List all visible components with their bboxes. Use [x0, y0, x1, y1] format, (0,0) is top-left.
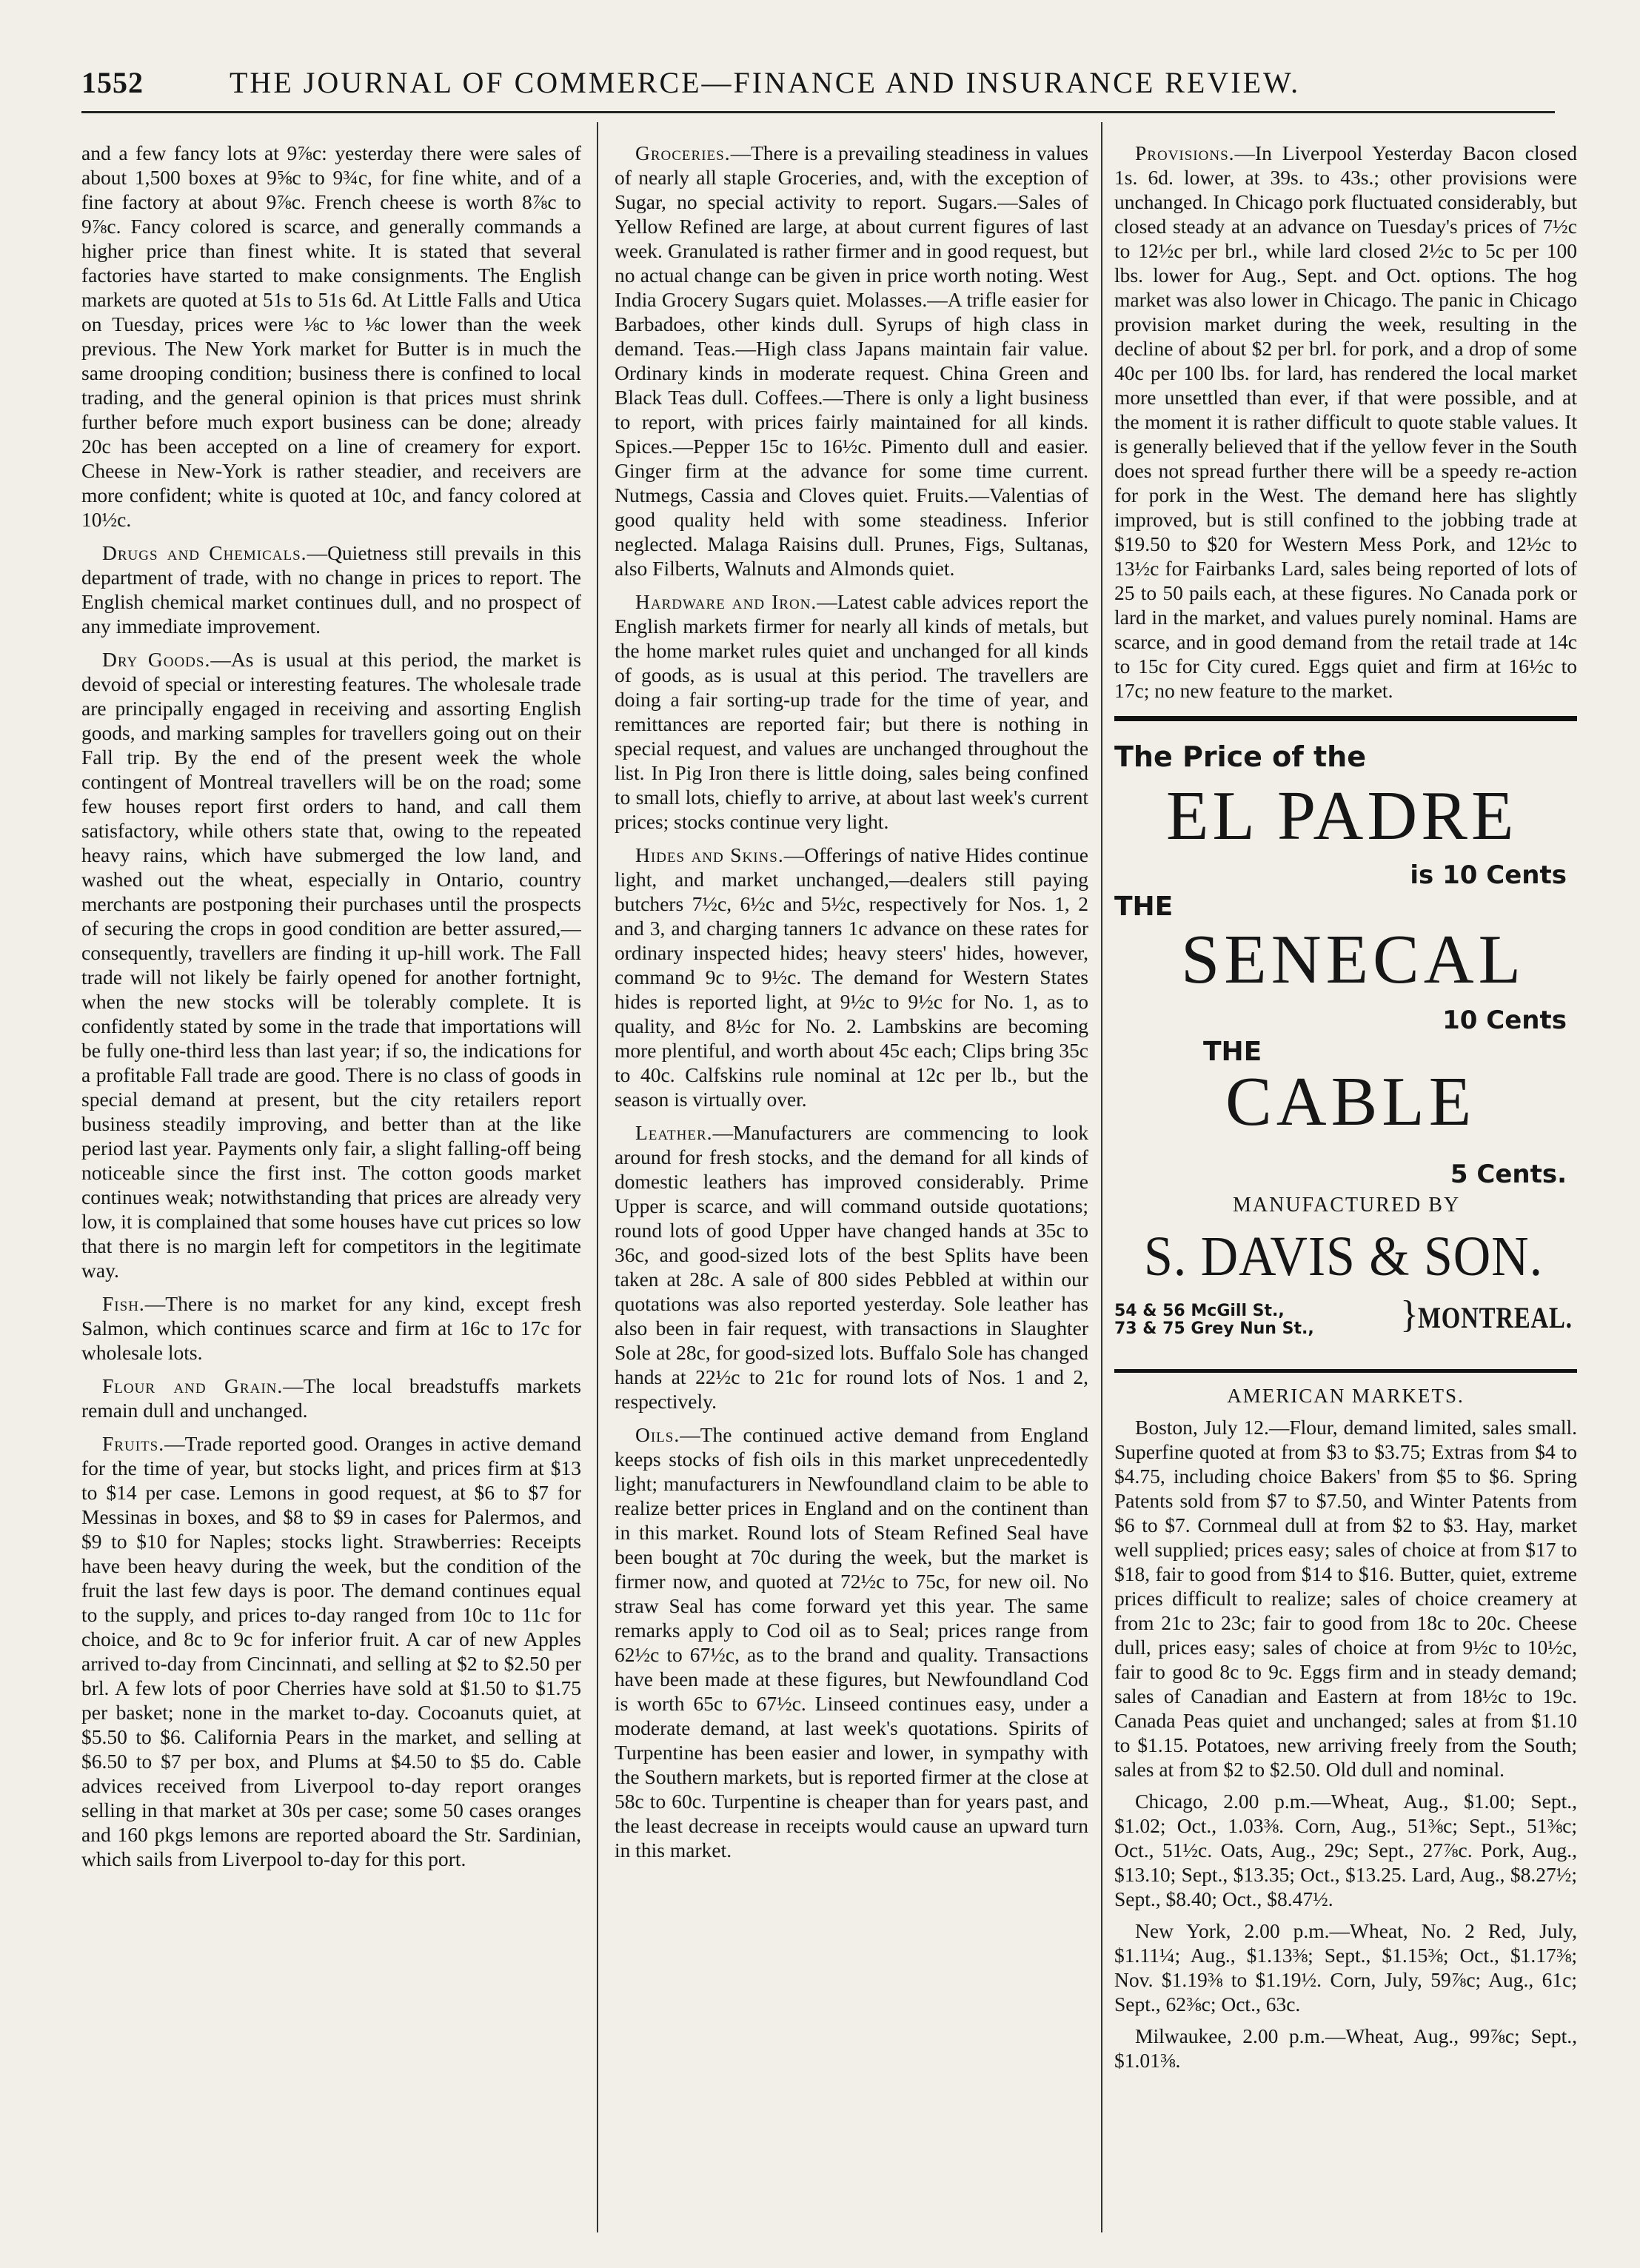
section-heading: Flour and Grain.: [102, 1374, 284, 1397]
cheese-butter-paragraph: and a few fancy lots at 9⅞c: yesterday there were sales of about 1,500 boxes at 9⅝c to 9¾c, for fine white, and of a fine factory at about 9⅞c. French cheese is worth 8⅞c to 9⅞c. Fancy colored is scarce, and generally commands a higher price than finest white. It is stated that several factories have started to make consignments. The English markets are quoted at 51s to 51s 6d. At Little Falls and Utica on Tuesday, prices were ⅛c to ⅛c lower than the week previous. The New York market for Butter is in much the same drooping condition; business there is confined to local trading, and the general opinion is that prices must shrink further before much export business can be done; already 20c has been accepted on a line of creamery for export. Cheese in New-York is rather steadier, and receivers are more confident; white is quoted at 10c, and fancy colored at 10½c.: [81, 141, 581, 531]
ad-address-line: 73 & 75 Grey Nun St.,: [1114, 1319, 1314, 1338]
ad-brand-el-padre: EL PADRE: [1166, 777, 1518, 854]
section-heading: Drugs and Chemicals.: [102, 541, 307, 564]
column-one: [81, 141, 581, 2229]
section-body: —The local breadstuffs markets remain dull and unchanged.: [81, 1374, 581, 1422]
boston-market: Boston, July 12.—Flour, demand limited, sales small. Superfine quoted at from $3 to $3.75; Extras from $4 to $4.75, including choice Bakers' from $5 to $6. Spring Patents sold from $7 to $7.50, and Winter Patents from $6 to $7. Cornmeal dull at from $2 to $3. Hay, market well supplied; prices easy; sales of choice at from $17 to $18, fair to good from $14 to $16. Butter, quiet, extreme prices difficult to realize; sales of choice creamery at from 21c to 23c; fair to good from 18c to 20c. Cheese dull, prices easy; sales of choice at from 9½c to 10½c, fair to good 8c to 9c. Eggs firm and in steady demand; sales of Canadian and Eastern at from 18½c to 19c. Canada Peas quiet and unchanged; sales at from $1.10 to $1.15. Potatoes, new arriving freely from the South; sales at from $2 to $2.50. Old dull and nominal.: [1114, 1416, 1577, 1781]
new-york-market: New York, 2.00 p.m.—Wheat, No. 2 Red, July, $1.11¼; Aug., $1.13⅜; Sept., $1.15⅜; Oct., $1.17⅜; Nov. $1.19⅜ to $1.19½. Corn, July, 59⅞c; Aug., 61c; Sept., 62⅜c; Oct., 63c.: [1114, 1919, 1577, 2016]
ad-city: MONTREAL.: [1418, 1301, 1573, 1334]
provisions-paragraph: [1114, 141, 1577, 703]
section-heading: Fruits.: [102, 1432, 165, 1455]
section-body: —The continued active demand from England keeps stocks of fish oils in this market unprecedentedly light; manufacturers in Newfoundland claim to be able to realize better prices in England and on the continent than in this market. Round lots of Steam Refined Seal have been bought at 70c during the week, but the market is firmer now, and quoted at 72½c to 75c, for new oil. No straw Seal has come forward yet this year. The same remarks apply to Cod oil as to Seal; prices range from 62½c to 67½c, as to the brand and quality. Transactions have been made at these figures, but Newfoundland Cod is worth 65c to 67½c. Linseed continues easy, under a moderate demand, at last week's quotations. Spirits of Turpentine has been easier and lower, in sympathy with the Southern markets, but is reported firmer at the close at 58c to 60c. Turpentine is cheaper than for years past, and the least decrease in receipts would cause an upward turn in this market.: [615, 1423, 1088, 1861]
section-heading: Fish.: [102, 1292, 145, 1315]
fish-paragraph: [81, 1291, 581, 1365]
ad-the: THE: [1114, 892, 1174, 922]
section-heading: Provisions.: [1135, 141, 1235, 164]
drugs-chemicals-paragraph: [81, 541, 581, 638]
american-markets-title: AMERICAN MARKETS.: [1227, 1385, 1465, 1407]
ad-manufacturer-name: S. DAVIS & SON.: [1144, 1225, 1543, 1288]
section-body: —As is usual at this period, the market is devoid of special or interesting features. The wholesale trade are principally engaged in receiving and assorting English goods, and marking samples for travellers going out on their Fall trip. By the end of the present week the whole contingent of Montreal travellers will be on the road; some few houses report first orders to hand, and call them satisfactory, while others state that, owing to the repeated heavy rains, which have submerged the low land, and washed out the wheat, especially in Ontario, country merchants are postponing their purchases until the prospects of securing the crops in good condition are better assured,—consequently, travellers are finding it up-hill work. The Fall trade will not likely be fairly opened for another fortnight, when the new stocks will be tolerably complete. It is confidently stated by some in the trade that importations will be fully one-third less than last year; if so, the indications for a profitable Fall trade are good. There is no class of goods in special demand at present, but the city retailers report business steadily improving, and better than at the like period last year. Payments only fair, a slight falling-off being noticeable since the first inst. The cotton goods market continues weak; notwithstanding that prices are already very low, it is complained that some houses have cut prices so low that there is no margin left for competitors in the legitimate way.: [81, 648, 581, 1282]
section-body: —Trade reported good. Oranges in active demand for the time of year, but stocks light, and prices firm at $13 to $14 per case. Lemons in good request, at $6 to $7 for Messinas in boxes, and $8 to $9 in cases for Palermos, and $9 to $10 for Naples; stocks light. Strawberries: Receipts have been heavy during the week, but the condition of the fruit the last few days is poor. The demand continues equal to the supply, and prices to-day ranged from 10c to 11c for choice, and 8c to 9c for inferior fruit. A car of new Apples arrived to-day from Cincinnati, and selling at $2 to $2.50 per brl. A few lots of poor Cherries have sold at $1.50 to $1.75 per basket; none in the market to-day. Cocoanuts quiet, at $5.50 to $6. California Pears in the market, and selling at $6.50 to $7 per box, and Plums at $4.50 to $5 do. Cable advices received from Liverpool to-day report oranges selling in that market at 30s per case; some 50 cases oranges and 160 pkgs lemons are reported aboard the Str. Sardinian, which sails from Liverpool to-day for this port.: [81, 1432, 581, 1870]
ad-brace: }: [1400, 1294, 1419, 1336]
fruits-paragraph: [81, 1431, 581, 1871]
section-body: —There is no market for any kind, except fresh Salmon, which continues scarce and firm at 16c to 17c for wholesale lots.: [81, 1292, 581, 1364]
section-heading: Groceries.: [635, 141, 731, 164]
cigar-advertisement: [1114, 716, 1577, 1373]
section-body: —Quietness still prevails in this department of trade, with no change in prices to report. The English chemical market continues dull, and no prospect of any immediate improvement.: [81, 541, 581, 638]
ad-price: is 10 Cents: [1410, 860, 1567, 890]
ad-intro: The Price of the: [1114, 740, 1366, 773]
journal-title: THE JOURNAL OF COMMERCE—FINANCE AND INSURANCE REVIEW.: [230, 66, 1301, 99]
column-divider: [597, 122, 598, 2232]
column-two: [615, 141, 1088, 2229]
header-rule: [81, 111, 1555, 113]
section-heading: Hardware and Iron.: [635, 590, 817, 613]
section-body: —Manufacturers are commencing to look around for fresh stocks, and the demand for all kinds of domestic leathers has improved considerably. Prime Upper is scarce, and will command outside quotations; round lots of good Upper have changed hands at 35c to 36c, and good-sized lots of the best Splits have been taken at 28c. A sale of 800 sides Pebbled at within our quotations was also reported yesterday. Sole leather has also been in fair request, with transactions in Slaughter Sole at 28c, for good-sized lots. Buffalo Sole has changed hands at 22½c to 21c for round lots of Nos. 1 and 2, respectively.: [615, 1121, 1088, 1413]
chicago-market: Chicago, 2.00 p.m.—Wheat, Aug., $1.00; Sept., $1.02; Oct., 1.03⅜. Corn, Aug., 51⅜c; Sept., 51⅜c; Oct., 51½c. Oats, Aug., 29c; Sept., 27⅞c. Pork, Aug., $13.10; Sept., $13.35; Oct., $13.25. Lard, Aug., $8.27½; Sept., $8.40; Oct., $8.47½.: [1114, 1790, 1577, 1910]
ad-price: 5 Cents.: [1450, 1160, 1567, 1189]
page-number: 1552: [81, 66, 144, 99]
column-divider: [1101, 122, 1102, 2232]
hides-skins-paragraph: [615, 843, 1088, 1111]
section-heading: Hides and Skins.: [635, 843, 784, 866]
groceries-paragraph: [615, 141, 1088, 581]
section-body: —Latest cable advices report the English markets firmer for nearly all kinds of metals, but the home market rules quiet and unchanged for all kinds of goods, as is usual at this period. The travellers are doing a fair sorting-up trade for the time of year, and remittances are reported fair; but there is nothing in special request, and values are unchanged throughout the list. In Pig Iron there is little doing, sales being confined to small lots, chiefly to arrive, at about last week's current prices; stocks continue very light.: [615, 590, 1088, 833]
ad-the: THE: [1203, 1037, 1262, 1067]
ad-price: 10 Cents: [1442, 1006, 1567, 1035]
flour-grain-paragraph: [81, 1374, 581, 1422]
section-body: —In Liverpool Yesterday Bacon closed 1s. 6d. lower, at 39s. to 43s.; other provisions were unchanged. In Chicago pork fluctuated considerably, but closed steady at an advance on Tuesday's prices of 7½c to 12½c per brl., while lard closed 2½c to 5c per 100 lbs. lower for Aug., Sept. and Oct. options. The hog market was also lower in Chicago. The panic in Chicago provision market during the week, resulting in the decline of about $2 per brl. for pork, and a drop of some 40c per 100 lbs. for lard, has rendered the local market more unsettled than ever, if that were possible, and at the moment it is rather difficult to quote stable values. It is generally believed that if the yellow fever in the South does not spread further there will be a speedy re-action for pork in the West. The demand here has slightly improved, but is still confined to the jobbing trade at $19.50 to $20 for Western Mess Pork, and 12½c to 13½c for Fairbanks Lard, sales being reported of lots of 25 to 50 pails each, at these figures. No Canada pork or lard in the market, and values purely nominal. Hams are scarce, and in good demand from the retail trade at 14c to 15c for City cured. Eggs quiet and firm at 16½c to 17c; no new feature to the market.: [1114, 141, 1577, 702]
section-heading: Oils.: [635, 1423, 680, 1446]
column-three: [1114, 141, 1577, 2229]
page-header: [81, 65, 1555, 110]
milwaukee-market: Milwaukee, 2.00 p.m.—Wheat, Aug., 99⅞c; Sept., $1.01⅜.: [1114, 2024, 1577, 2072]
oils-paragraph: [615, 1422, 1088, 1862]
ad-brand-cable: CABLE: [1225, 1063, 1476, 1140]
section-body: —Offerings of native Hides continue light, and market unchanged,—dealers still paying butchers 7½c, 6½c and 5½c, respectively for Nos. 1, 2 and 3, and charging tanners 1c advance on these rates for ordinary inspected hides; heavy steers' hides, however, command 9c to 9½c. The demand for Western States hides is reported light, at 9½c to 9½c for No. 1, as to quality, and 8½c for No. 2. Lambskins are becoming more plentiful, and worth about 45c each; Clips bring 35c to 40c. Calfskins rule nominal at 12c per lb., but the season is virtually over.: [615, 843, 1088, 1111]
dry-goods-paragraph: [81, 647, 581, 1282]
ad-brand-senecal: SENECAL: [1181, 921, 1525, 998]
leather-paragraph: [615, 1120, 1088, 1414]
ad-manufactured-by: MANUFACTURED BY: [1233, 1194, 1461, 1217]
section-heading: Dry Goods.: [102, 648, 211, 671]
hardware-iron-paragraph: [615, 589, 1088, 834]
section-heading: Leather.: [635, 1121, 713, 1144]
ad-address-line: 54 & 56 McGill St.,: [1114, 1302, 1285, 1320]
section-body: —There is a prevailing steadiness in values of nearly all staple Groceries, and, with the exception of Sugar, no special activity to report. Sugars.—Sales of Yellow Refined are large, at about current figures of last week. Granulated is rather firmer and in good request, but no actual change can be given in price worth noting. West India Grocery Sugars quiet. Molasses.—A trifle easier for Barbadoes, other kinds dull. Syrups of high class in demand. Teas.—High class Japans maintain fair value. Ordinary kinds in moderate request. China Green and Black Teas dull. Coffees.—There is only a light business to report, with prices fairly maintained for all kinds. Spices.—Pepper 15c to 16½c. Pimento dull and easier. Ginger firm at the advance for some time current. Nutmegs, Cassia and Cloves quiet. Fruits.—Valentias of good quality held with some steadiness. Inferior neglected. Malaga Raisins dull. Prunes, Figs, Sultanas, also Filberts, Walnuts and Almonds quiet.: [615, 141, 1088, 580]
